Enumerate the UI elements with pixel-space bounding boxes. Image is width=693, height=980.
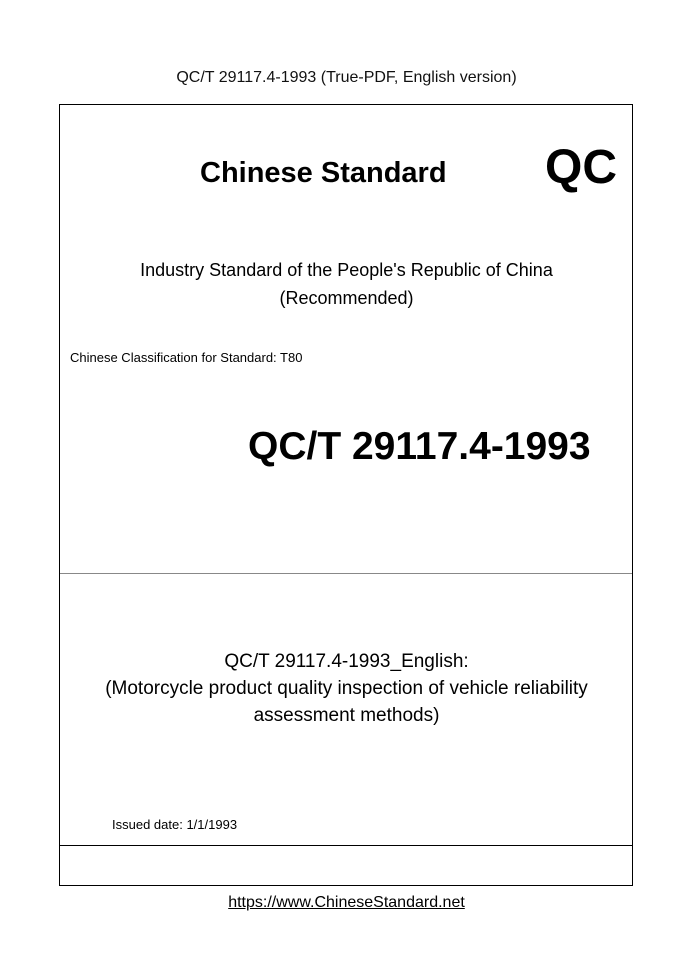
cover-footer-strip (60, 846, 632, 885)
document-header-title: QC/T 29117.4-1993 (True-PDF, English version) (176, 69, 517, 86)
english-title-line-3: assessment methods) (253, 705, 440, 726)
english-title-line-2: (Motorcycle product quality inspection of vehicle reliability (105, 678, 588, 699)
website-link[interactable]: https://www.ChineseStandard.net (228, 894, 465, 911)
recommended-line: (Recommended) (279, 288, 414, 308)
standard-number: QC/T 29117.4-1993 (248, 425, 591, 468)
industry-standard-line: Industry Standard of the People's Republic of China (140, 260, 553, 280)
english-title-line-1: QC/T 29117.4-1993_English: (224, 651, 469, 672)
chinese-standard-heading: Chinese Standard (200, 157, 447, 189)
qc-mark: QC (545, 141, 617, 194)
issued-date: Issued date: 1/1/1993 (112, 817, 238, 832)
website-footer (0, 894, 693, 912)
classification-text: Chinese Classification for Standard: T80 (70, 350, 303, 365)
